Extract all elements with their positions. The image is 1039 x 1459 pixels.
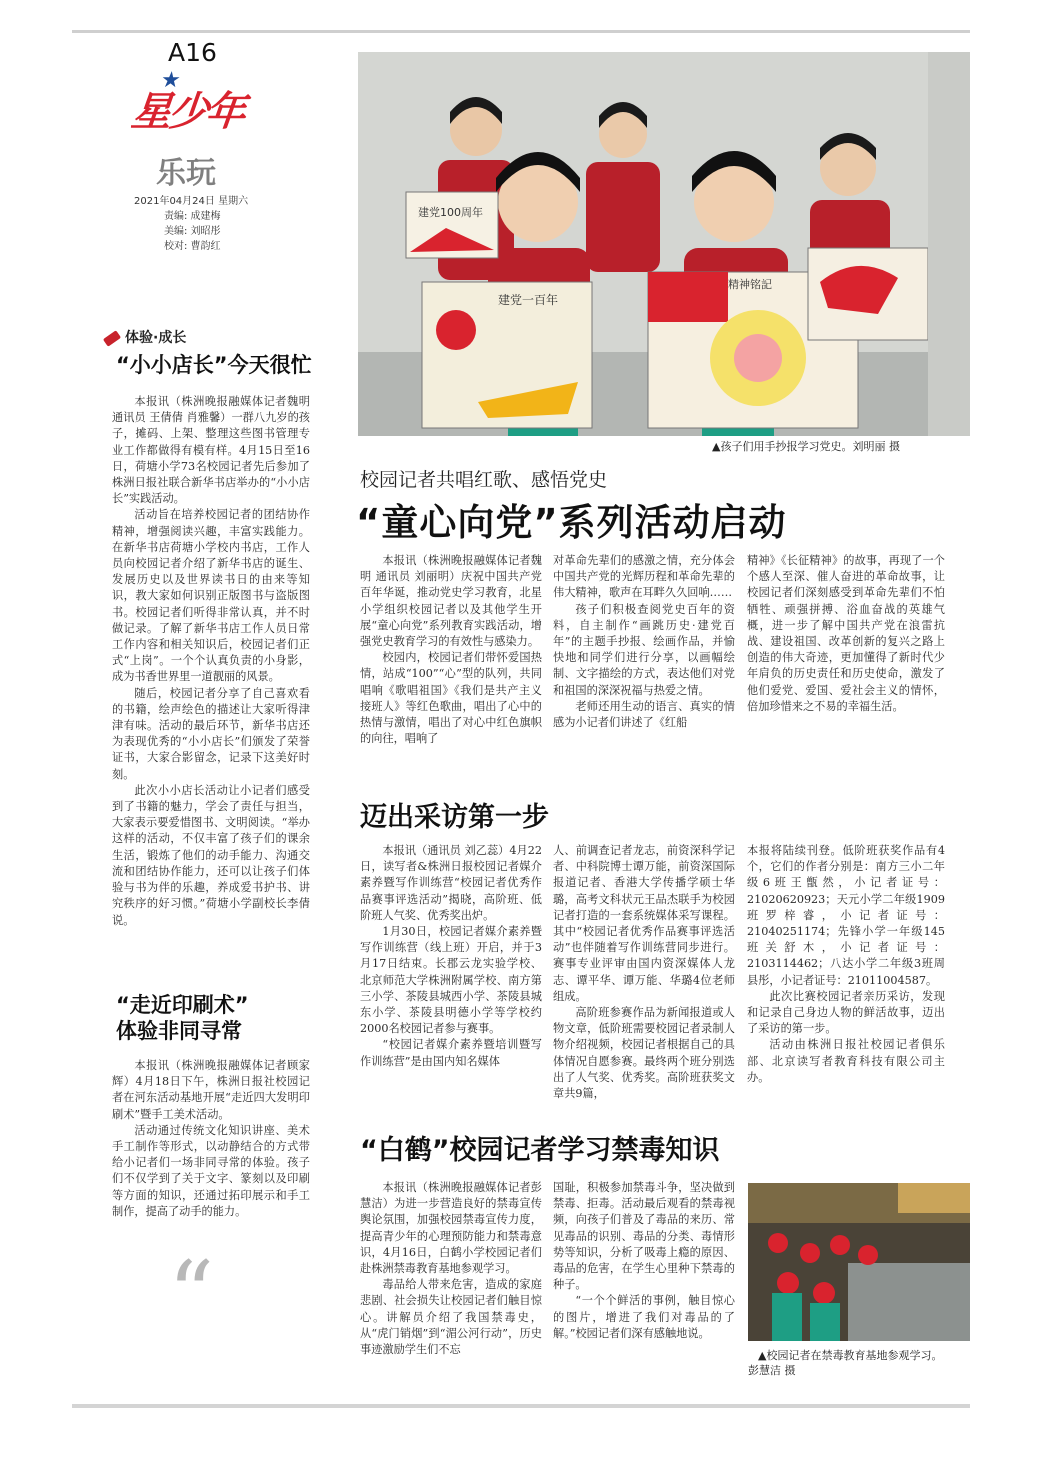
story2-paragraph: 本报讯（株洲晚报融媒体记者顾家辉）4月18日下午，株洲日报社校园记者在河东活动基地开展“走近四大发明印刷术”暨手工美术活动。 [112, 1059, 310, 1121]
column-tag-label: 体验·成长 [125, 330, 187, 346]
story1-paragraph: 此次小小店长活动让小记者们感受到了书籍的魅力，学会了责任与担当，大家表示要爱惜图书、文明阅读。“举办这样的活动，不仅丰富了孩子们的课余生活，锻炼了他们的动手能力、沟通交流和团结协作能力，还可以让孩子们体验与书为伴的乐趣，养成爱书护书、讲究秩序的好习惯。”荷塘小学副校长李倩说。 [112, 783, 310, 927]
meta-editor: 责编: 成建梅 [164, 211, 221, 222]
star-icon: ★ [159, 68, 179, 93]
drug-photo-caption: ▲校园记者在禁毒教育基地参观学习。 [758, 1349, 943, 1362]
main-paragraph: 老师还用生动的语言、真实的情感为小记者们讲述了《红船 [553, 699, 735, 730]
bottom-rule [72, 1404, 970, 1408]
interview-column-3 [747, 843, 945, 1086]
story1-title: “小小店长”今天很忙 [116, 353, 312, 377]
drug-paragraph: 本报讯（株洲晚报融媒体记者彭慧洁）为进一步营造良好的禁毒宣传舆论氛围，加强校园禁毒宣传力度，提高青少年的心理预防能力和禁毒意识，4月16日，白鹤小学校园记者们赴株洲禁毒教育基地参观学习。 [360, 1181, 542, 1276]
interview-paragraph: 本报讯（通讯员 刘乙蕊）4月22日，读写者&株洲日报校园记者媒介素养暨写作训练营“校园记者优秀作品赛事评选活动”揭晓，高阶班、低阶班人气奖、优秀奖出炉。 [360, 844, 542, 922]
main-paragraph: 对革命先辈们的感激之情，充分体会中国共产党的光辉历程和革命先辈的伟大精神，歌声在耳畔久久回响…… [553, 554, 735, 600]
main-paragraph: 精神》《长征精神》的故事，再现了一个个感人至深、催人奋进的革命故事，让校园记者们深刻感受到革命先辈们不怕牺牲、顽强拼搏、浴血奋战的英雄气概，进一步了解中国共产党在浪雷抗战、建设祖国、改革创新的复兴之路上创造的伟大奇迹，更加懂得了新时代少年肩负的历史责任和历史使命，激发了他们爱党、爱国、爱社会主义的情怀，倍加珍惜来之不易的幸福生活。 [747, 554, 945, 713]
interview-paragraph: 此次比赛校园记者亲历采访，发现和记录自己身边人物的鲜活故事，迈出了采访的第一步。 [747, 989, 945, 1036]
poster-far-right [808, 248, 928, 340]
pencil-icon [103, 330, 121, 347]
meta-designer: 美编: 刘昭彤 [164, 226, 221, 237]
page-number: A16 [168, 38, 217, 67]
interview-column-2 [553, 843, 735, 1102]
main-column-3 [747, 553, 945, 715]
poster-front-left [422, 282, 592, 428]
interview-paragraph: 活动由株洲日报社校园记者俱乐部、北京读写者教育科技有限公司主办。 [747, 1038, 945, 1084]
brand-logo [129, 68, 246, 137]
main-kicker: 校园记者共唱红歌、感悟党史 [360, 469, 608, 491]
interview-paragraph: 1月30日，校园记者媒介素养暨写作训练营（线上班）开启，并于3月17日结束。长郡云龙实验学校、北京师范大学株洲附属学校、南方第三小学、茶陵县城西小学、茶陵县城东小学、茶陵县明德小学等学校约2000名校园记者参与赛事。 [360, 925, 542, 1036]
main-column-2 [553, 553, 735, 731]
meta-date: 2021年04月24日 星期六 [134, 196, 249, 207]
story2-title-line2: 体验非同寻常 [116, 1019, 242, 1043]
story1-paragraph: 随后，校园记者分享了自己喜欢看的书籍，绘声绘色的描述让大家听得津津有味。活动的最后环节，新华书店还为表现优秀的“小小店长”们颁发了荣誉证书，大家合影留念，记录下这美好时刻。 [112, 686, 310, 781]
main-photo-caption: ▲孩子们用手抄报学习党史。刘明丽 摄 [712, 440, 900, 453]
museum-visit-illustration [748, 1183, 970, 1341]
drug-story-headline: “白鹤”校园记者学习禁毒知识 [360, 1135, 720, 1166]
story1-body [112, 394, 310, 929]
story2-title-line1: “走近印刷术” [116, 993, 249, 1017]
section-title: 乐玩 [156, 156, 216, 191]
edition-meta [134, 194, 248, 254]
main-column-1 [360, 553, 542, 747]
interview-paragraph: 人、前调查记者龙志，前资深科学记者、中科院博士谭万能，前资深国际报道记者、香港大学传播学硕士华璐，高考文科状元王品杰联手为校园记者打造的一套系统媒体采写课程。其中“校园记者优秀作品赛事评选活动”也伴随着写作训练营同步进行。赛事专业评审由国内资深媒体人龙志、谭平华、谭万能、华璐4位老师组成。 [553, 844, 735, 1003]
quote-mark-icon: “ [168, 1242, 215, 1347]
main-headline: “童心向党”系列活动启动 [356, 501, 787, 544]
story2-body [112, 1058, 310, 1220]
interview-headline: 迈出采访第一步 [360, 802, 549, 833]
story2-paragraph: 活动通过传统文化知识讲座、美术手工制作等形式，以动静结合的方式带给小记者们一场非同寻常的体验。孩子们不仅学到了关于文字、篆刻以及印刷等方面的知识，还通过拓印展示和手工制作，提高了动手的能力。 [112, 1123, 310, 1218]
poster-text: 建党一百年 [498, 293, 559, 307]
interview-column-1 [360, 843, 542, 1070]
drug-column-2 [553, 1180, 735, 1342]
poster-text: 建党100周年 [418, 206, 483, 219]
children-with-posters-illustration [358, 52, 970, 436]
drug-education-photo [748, 1183, 970, 1341]
meta-proofreader: 校对: 曹韵红 [164, 241, 221, 252]
main-paragraph: 校园内，校园记者们带怀爱国热情，站成“100”“心”型的队列，共同唱响《歌唱祖国》《我们是共产主义接班人》等红色歌曲，唱出了心中的热情与激情，唱出了对心中红色旗帜的向往，唱响了 [360, 651, 542, 746]
brand-text: 星少年 [129, 89, 246, 135]
drug-photo-credit: 彭慧洁 摄 [748, 1364, 796, 1377]
interview-paragraph: “校园记者媒介素养暨培训暨写作训练营”是由国内知名媒体 [360, 1038, 542, 1068]
main-paragraph: 本报讯（株洲晚报融媒体记者魏明 通讯员 刘丽明）庆祝中国共产党百年华诞，推动党史学习教育，北星小学组织校园记者以及其他学生开展“童心向党”系列教育实践活动，增强党史教育学习的有效性与感染力。 [360, 554, 542, 649]
drug-paragraph: 毒品给人带来危害，造成的家庭悲剧、社会损失让校园记者们触目惊心。讲解员介绍了我国禁毒史，从“虎门销烟”到“湄公河行动”，历史事迹激励学生们不忘 [360, 1278, 542, 1357]
drug-paragraph: “一个个鲜活的事例，触目惊心的图片，增进了我们对毒品的了解。”校园记者们深有感触地说。 [553, 1294, 735, 1340]
drug-column-1 [360, 1180, 542, 1358]
story1-paragraph: 本报讯（株洲晚报融媒体记者魏明 通讯员 王倩倩 肖雅馨）一群八九岁的孩子，摊码、上架、整理这些图书管理专业工作都做得有模有样。4月15日至16日，荷塘小学73名校园记者先后参加了株洲日报社联合新华书店举办的“小小店长”实践活动。 [112, 395, 310, 506]
interview-paragraph: 本报将陆续刊登。低阶班获奖作品有4个，它们的作者分别是：南方三小二年级6班王甑然，小记者证号：21020620923；天元小学二年级1909班罗梓睿，小记者证号：21040251174；先锋小学一年级145班关舒木，小记者证号：2103114462；八达小学二年级3班周县彤，小记者证号：21011004587。 [747, 844, 945, 987]
main-photo [358, 52, 970, 436]
column-tag [104, 327, 186, 347]
poster-back-left [406, 192, 498, 258]
top-rule [72, 30, 970, 33]
main-paragraph: 孩子们积极查阅党史百年的资料，自主制作“画跳历史·建党百年”的主题手抄报、绘画作品，并愉快地和同学们进行分享，以画幅绘制、文字描绘的方式，表达他们对党和祖国的深深祝福与热爱之情。 [553, 602, 735, 697]
drug-paragraph: 国耻，积极参加禁毒斗争，坚决做到禁毒、拒毒。活动最后观看的禁毒视频，向孩子们普及了毒品的来历、常见毒品的识别、毒品的分类、毒情形势等知识，分析了吸毒上瘾的原因、毒品的危害，在学生心里种下禁毒的种子。 [553, 1181, 735, 1292]
story1-paragraph: 活动旨在培养校园记者的团结协作精神，增强阅读兴趣，丰富实践能力。在新华书店荷塘小学校内书店，工作人员向校园记者介绍了新华书店的诞生、发展历史以及世界读书日的由来等知识，教大家如何识别正版图书与盗版图书。校园记者们听得非常认真，并不时做记录。了解了新华书店工作人员日常工作内容和相关知识后，校园记者们正式“上岗”。一个个认真负责的小身影，成为书香世界里一道靓丽的风景。 [112, 508, 310, 684]
interview-paragraph: 高阶班参赛作品为新闻报道或人物文章，低阶班需要校园记者录制人物介绍视频，校园记者根据自己的具体情况自愿参赛。最终两个班分别选出了人气奖、优秀奖。高阶班获奖文章共9篇， [553, 1006, 735, 1101]
poster-text: 精神铭記 [728, 278, 772, 291]
